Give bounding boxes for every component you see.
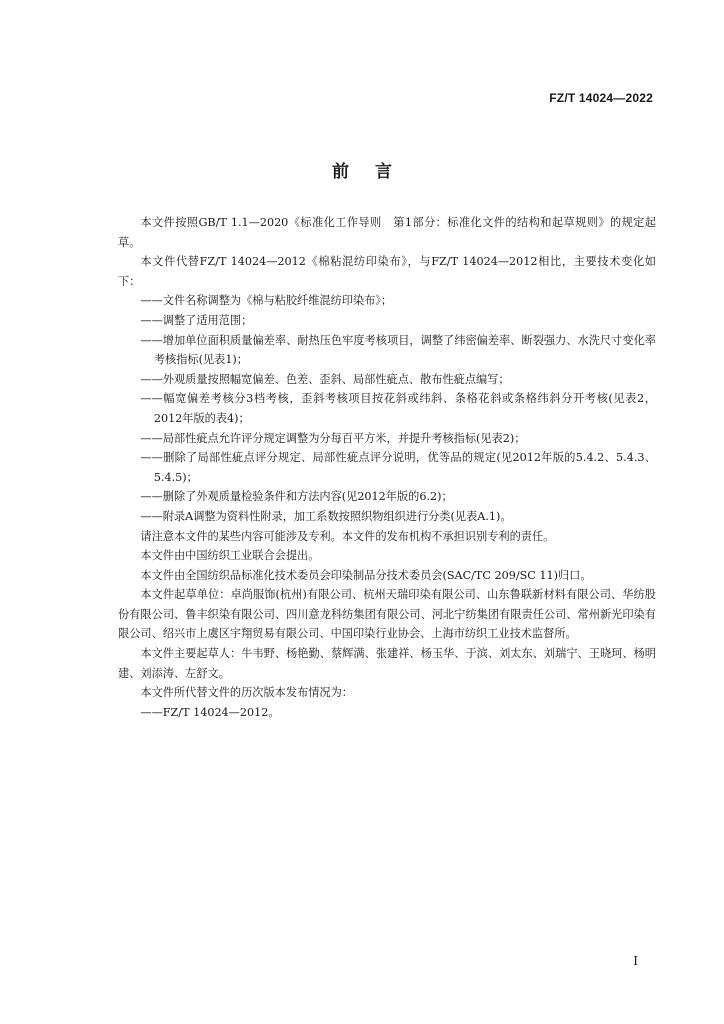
changes-list (118, 291, 656, 526)
list-item: ——附录A调整为资料性附录，加工系数按照织物组织进行分类(见表A.1)。 (140, 509, 512, 523)
paragraph-history-intro: 本文件所代替文件的历次版本发布情况为： (140, 686, 353, 700)
history-list (118, 703, 656, 723)
paragraph-replacement: 本文件代替FZ/T 14024—2012《棉粘混纺印染布》，与FZ/T 14024—2012相比，主要技术变化如下： (118, 255, 656, 288)
list-item: ——幅宽偏差考核分3档考核，歪斜考核项目按花斜或纬斜、条格花斜或条格纬斜分开考核(见表2，2012年版的表4)； (140, 392, 656, 425)
foreword-body (118, 213, 656, 722)
list-item: ——文件名称调整为《棉与粘胶纤维混纺印染布》； (140, 294, 393, 308)
list-item: ——调整了适用范围； (140, 313, 253, 327)
paragraph-proposer: 本文件由中国纺织工业联合会提出。 (140, 549, 320, 563)
list-item: ——局部性疵点允许评分规定调整为分每百平方米，并提升考核指标(见表2)； (140, 431, 526, 445)
paragraph-drafters: 本文件主要起草人：牛韦野、杨艳勤、蔡辉满、张建祥、杨玉华、于滨、刘太东、刘瑞宁、王晓珂、杨明建、刘添涛、左舒文。 (118, 647, 656, 680)
list-item: ——删除了局部性疵点评分规定、局部性疵点评分说明，优等品的规定(见2012年版的5.4.2、5.4.3、5.4.5)； (140, 451, 656, 484)
paragraph-patent-notice: 请注意本文件的某些内容可能涉及专利。本文件的发布机构不承担识别专利的责任。 (140, 529, 555, 543)
page-number: I (633, 954, 638, 968)
paragraph-drafting-rules: 本文件按照GB/T 1.1—2020《标准化工作导则 第1部分：标准化文件的结构和起草规则》的规定起草。 (118, 216, 656, 249)
list-item: ——删除了外观质量检验条件和方法内容(见2012年版的6.2)； (140, 490, 453, 504)
paragraph-drafting-units: 本文件起草单位：卓尚服饰(杭州)有限公司、杭州天瑞印染有限公司、山东鲁联新材料有限公司、华纺股份有限公司、鲁丰织染有限公司、四川意龙科纺集团有限公司、河北宁纺集团有限责任公司、常州新光印染有限公司、绍兴市上虞区宇翔贸易有限公司、中国印染行业协会、上海市纺织工业技术监督所。 (118, 588, 656, 641)
document-number: FZ/T 14024—2022 (549, 91, 653, 105)
page-title: 前言 (332, 162, 418, 182)
list-item: ——外观质量按照幅宽偏差、色差、歪斜、局部性疵点、散布性疵点编写； (140, 372, 510, 386)
paragraph-committee: 本文件由全国纺织品标准化技术委员会印染制品分技术委员会(SAC/TC 209/SC 11)归口。 (140, 568, 592, 582)
list-item: ——FZ/T 14024—2012。 (140, 705, 280, 719)
list-item: ——增加单位面积质量偏差率、耐热压色牢度考核项目，调整了纬密偏差率、断裂强力、水洗尺寸变化率考核指标(见表1)； (140, 333, 656, 367)
